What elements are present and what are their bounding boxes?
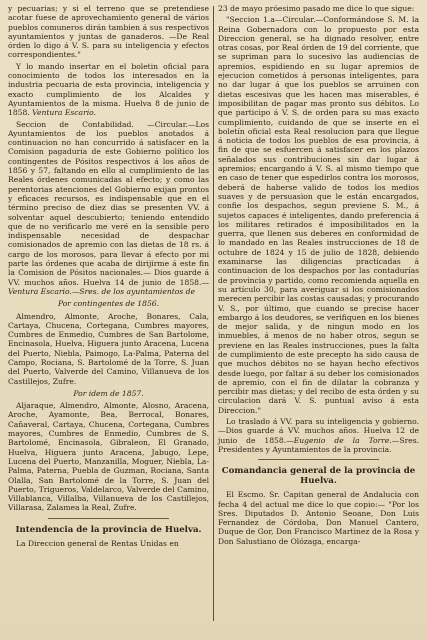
subheading: Por contingentes de 1856. — [57, 299, 160, 309]
paragraph-text: Y lo mando insertar en el boletin oficial para conocimiento de todos los interesados en la industria pecuaria de esta provincia, inteligencia y exacto cumplimiento de los Alcaldes y Ayuntamientos de la misma. Huelva 8 de junio de 1858. — [8, 61, 210, 118]
paragraph — [8, 62, 209, 118]
two-column-layout — [8, 4, 419, 640]
section-heading: Comandancia general de la provincia de Huelva. — [221, 466, 416, 487]
signature: Ventura Escario. — [32, 108, 96, 118]
section-heading: Intendencia de la provincia de Huelva. — [15, 524, 202, 535]
paragraph-text: Lo traslado á VV. para su inteligencia y gobierno.—Dios guarde á VV. muchos años. Huelva 12 de junio de 1858. — [218, 417, 420, 445]
divider — [48, 518, 169, 519]
divider — [258, 459, 379, 460]
paragraph-text: Seccion de Contabilidad. —Circular.—Los Ayuntamientos de los pueblos anotados á continuacion no han concurrido á satisfacer en la Comision pagaduria de este Gobierno político los contingentes de Pósitos respectivos á los años de 1856 y 57, faltando en ello al cumplimiento de las Reales órdenes comunicadas al efecto; y como las perentorias atenciones del Gobierno exijan prontos y eficaces recursos, es indispensable que en el término preciso de diez dias se presenten VV. á solventar aquel descubierto; teniendo entendido que de no verificarlo me veré en la sensible pero indispensable necesidad de despachar comisionados de apremio con las dietas de 18 rs. á cargo de los morosos, para llevar á efecto por mi parte las órdenes que acaba de dirijirme á este fin la Comision de Pósitos nacionales.— Dios guarde á VV. muchos años. Huelva 14 de junio de 1858. — [8, 119, 210, 287]
signature: —Eugenio de la Torre. — [286, 435, 392, 445]
paragraph: y pecuarias; y si el terreno que se pretendiese acotar fuese de aprovechamiento general de vários pueblos comuneros dirán tambien á sus respectivos ayuntamientos y juntas de ganaderos. —De Real órden lo digo á V. S. para su inteligencia y efectos correspondientes." — [8, 4, 210, 60]
signature: —Ventura Escario.—Sres. de los ayuntamientos de — [8, 277, 210, 296]
paragraph — [218, 417, 419, 454]
paragraph: "Seccion 1.a—Circular.—Conformándose S. M. la Reina Gobernadora con lo propuesto por esta Direccion general, se ha dignado resolver, entre otras cosas, por Real órden de 19 del corriente, que se supriman para lo sucesivo las audiencias de apremios, espidiendo en su lugar apremios de ejecucion cometidos á personas inteligentes, para no dar lugar á que los pueblos se arruinen con dietas escesivas que les hacen mas miserables, é imposibilitan de pagar mas pronto sus débitos. Lo que participo á V. S. de orden para su mas exacto cumplimiento, cuidando de que se inserte en el boletín oficial esta Real resolucion para que llegue á noticia de todos los pueblos de esa provincia, á fin de que se esfuercen á satisfacer en los plazos señalados sus contribuciones sin dar lugar á apremios; encargando á V. S. al mismo tiempo que en caso de tener que espedirlos contra los morosos, deberá de haberse valido de todos los medios suaves y de persuasion que le están encargados, confie los despachos, segun previene S. M., á sujetos capaces é inteligentes, dando preferencia á los militares retirados é imposibilitados en la guerra, que llenen sus deberes en conformidad de lo mandado en las Reales instrucciones de 18 de octubre de 1824 y 15 de julio de 1828, debiendo examinarse las diligencias practicadas á continuacion de los despachos por las contadurías de provincia y partido, como recomienda aquella en su artículo 30, para averiguar si los comisionados merecen percibir las costas causadas; y procurando V. S., por último, que cuando se precise hacer embargo á los deudores, se verifiquen en los bienes de mejor salida, y de ningun modo en los inmuebles, á menos de no haber otros, segun se previene en las Reales instrucciones, pues la falta de cumplimiento de este precepto ha sido causa de que muchos débitos no se hayan hecho efectivos desde luego, por faltar á su deber los comisionados de apremio, con el fin de dilatar la cobranza y percibir mas dietas; y del recibo de esta órden y su circulacion dará V. S. puntual aviso á esta Direccion." — [218, 15, 420, 415]
left-column — [8, 4, 213, 640]
town-list: Almendro, Almonte, Aroche, Bonares, Cala, Cartaya, Chucena, Cortegana, Cumbres mayores, Cumbres de Enmedio, Cumbres de San Bartolome, Encinasola, Huelva, Higuera junto Aracena, Lucena del Puerto, Niebla, Paimogo, La-Palma, Paterna del Campo, Rociana, S. Bartolomé de la Torre, S. Juan del Puerto, Valverde del Camino, Villanueva de los Castillejos, Zufre. — [8, 311, 210, 386]
town-list: Aljaraque, Almendro, Almonte, Alosno, Aracena, Aroche, Ayamonte, Bea, Berrocal, Bonares, Cañaveral, Cartaya, Chucena, Cortegana, Cumbres mayores, Cumbres de Enmedio, Cumbres de S. Bartolomé, Encinasola, Gibraleon, El Granado, Huelva, Higuera junto Aracena, Jabugo, Lepe, Lucena del Puerto, Manzanilla, Moguer, Niebla, La-Palma, Paterna, Puebla de Guzman, Rociana, Santa Olalla, San Bartolomé de la Torre, S. Juan del Puerto, Trigueros, Valdelarco, Valverde del Camino, Villablanca, Villalba, Villanueva de los Castillejos, Villarasa, Zalamea la Real, Zufre. — [8, 401, 210, 513]
subheading: Por idem de 1857. — [73, 388, 144, 398]
right-column — [214, 4, 419, 640]
paragraph: El Escmo. Sr. Capitan general de Andalucia con fecha 4 del actual me dice lo que copio:— "Por los Sres. Diputados D. Antonio Seoane, Don Luis Fernandez de Córdoba, Don Manuel Cantero, Duque de Gor, Don Francisco Martinez de la Rosa y Don Salustiano de Olózaga, encarga- — [218, 490, 420, 546]
paragraph: La Direccion general de Rentas Unidas en — [16, 538, 179, 548]
paragraph — [8, 120, 209, 297]
paragraph: 23 de mayo próesimo pasado me dice lo que sigue: — [218, 4, 415, 13]
paragraph-text: —Sres. Presidentes y Ayuntamientos de la provincia. — [218, 435, 420, 454]
